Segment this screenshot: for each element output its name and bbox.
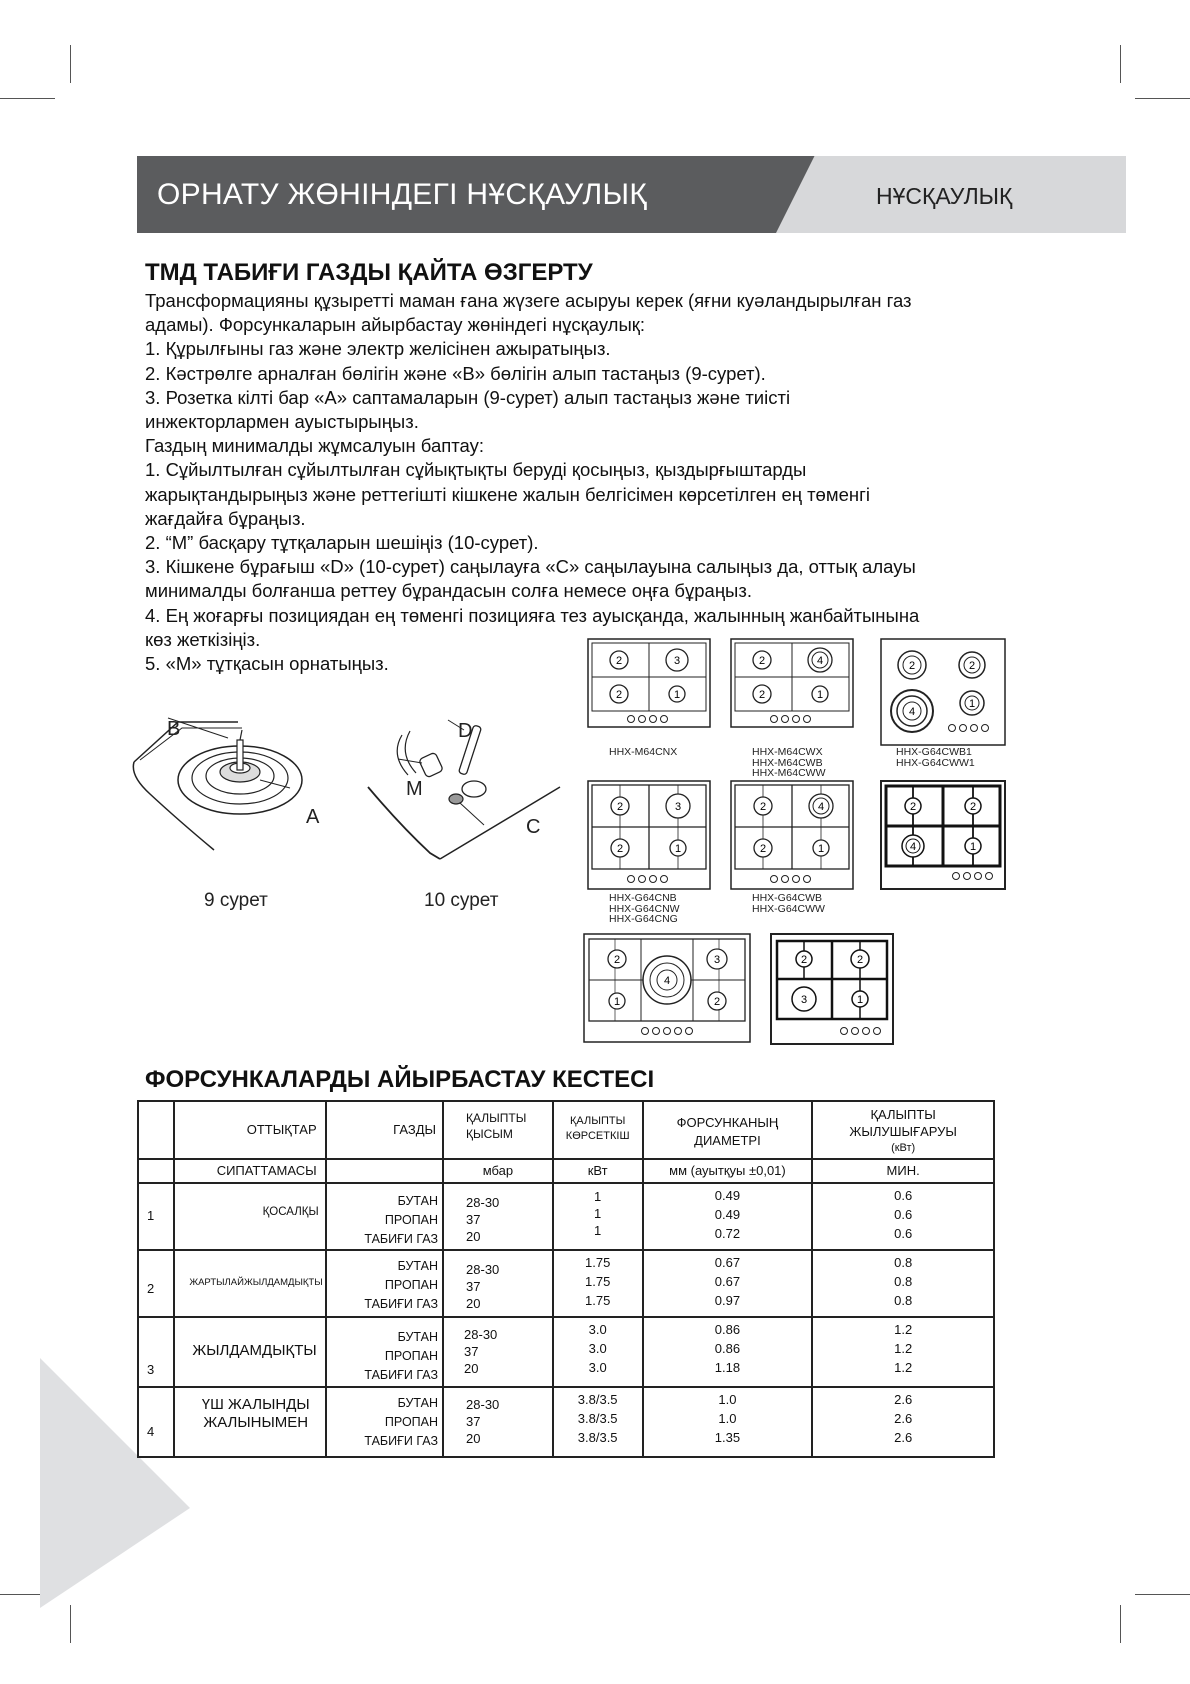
text-line: 4. Ең жоғарғы позициядан ең төменгі позицияға тез ауысқанда, жалынның жанбайтынына	[145, 604, 920, 626]
figure-10-caption: 10 сурет	[424, 890, 499, 911]
burner-number: 1	[816, 689, 824, 701]
figure-9-label-b: B	[167, 718, 181, 740]
indicator-value: 3.0	[588, 1360, 607, 1375]
crop-mark	[1135, 98, 1190, 99]
indicator-value: 1.75	[585, 1255, 611, 1270]
row-heats	[812, 1250, 994, 1317]
table-subheader-row	[138, 1159, 994, 1183]
row-indicators	[553, 1250, 643, 1317]
model-name: HHX-G64CNW	[609, 902, 680, 915]
heat-value: 2.6	[894, 1392, 913, 1407]
pressure-value: 37	[466, 1212, 481, 1227]
burner-number: 1	[856, 994, 864, 1006]
row-pressures	[443, 1317, 553, 1387]
text-line: жарықтандырыңыз және реттегішті кішкене жалын белгісімен көрсетілген ең төменгі	[145, 483, 870, 505]
burner-number: 1	[969, 841, 977, 853]
figure-9-caption: 9 сурет	[204, 890, 268, 911]
indicator-value: 1	[594, 1223, 602, 1238]
row-number: 3	[138, 1317, 174, 1387]
table-row	[138, 1183, 994, 1250]
figure-10-label-m: M	[406, 778, 423, 800]
pressure-value: 28-30	[466, 1195, 500, 1210]
diameter-value: 0.86	[714, 1322, 741, 1337]
gas-name: БУТАН	[397, 1194, 439, 1208]
header-heat-label: ҚАЛЫПТЫ ЖЫЛУШЫҒАРУЫ	[849, 1107, 957, 1139]
row-heats	[812, 1387, 994, 1457]
model-name: HHX-G64CWB	[752, 892, 823, 904]
row-pressures	[443, 1250, 553, 1317]
heat-value: 0.6	[894, 1188, 913, 1203]
burner-number: 3	[674, 801, 682, 813]
hob-diagram	[730, 780, 854, 890]
heat-value: 0.6	[894, 1207, 913, 1222]
table-cell	[326, 1159, 443, 1183]
crop-mark	[1135, 1594, 1190, 1595]
model-name: HHX-M64CWX	[752, 746, 823, 758]
diameter-value: 1.35	[714, 1430, 741, 1445]
row-heats	[812, 1183, 994, 1250]
table-cell	[138, 1159, 174, 1183]
row-diameters	[643, 1250, 813, 1317]
diameter-value: 0.67	[714, 1255, 741, 1270]
row-gases	[326, 1317, 443, 1387]
diameter-value: 1.0	[718, 1411, 737, 1426]
hob-diagram	[880, 638, 1006, 746]
row-gases	[326, 1387, 443, 1457]
hob-diagram	[730, 638, 854, 728]
heat-value: 1.2	[894, 1322, 913, 1337]
text-line: инжекторлармен ауыстырыңыз.	[145, 411, 419, 433]
burner-number: 2	[908, 660, 916, 672]
table-cell	[138, 1101, 174, 1159]
diameter-value: 1.18	[714, 1360, 741, 1375]
model-name: HHX-G64CNB	[609, 892, 677, 904]
pressure-value: 28-30	[466, 1397, 500, 1412]
header-gas: ГАЗДЫ	[326, 1101, 443, 1159]
model-name: HHX-G64CWW1	[896, 756, 975, 769]
table-heading: ФОРСУНКАЛАРДЫ АЙЫРБАСТАУ КЕСТЕСІ	[145, 1066, 655, 1093]
model-name: HHX-M64CWW	[752, 767, 826, 779]
text-line: көз жеткізіңіз.	[145, 628, 261, 650]
burner-number: 2	[613, 954, 621, 966]
burner-number: 3	[800, 994, 808, 1006]
diameter-value: 0.49	[714, 1188, 741, 1203]
pressure-value: 37	[464, 1344, 479, 1359]
figure-9-drawing	[130, 700, 340, 880]
pressure-value: 28-30	[466, 1262, 500, 1277]
tab-label: НҰСҚАУЛЫҚ	[876, 183, 1013, 209]
burner-number: 4	[816, 655, 824, 667]
crop-mark	[0, 98, 55, 99]
burner-number: 4	[663, 975, 671, 987]
pressure-value: 20	[466, 1431, 481, 1446]
indicator-value: 3.0	[588, 1341, 607, 1356]
table-header-row	[138, 1101, 994, 1159]
heat-value: 0.8	[894, 1255, 913, 1270]
section-heading: ТМД ТАБИҒИ ГАЗДЫ ҚАЙТА ӨЗГЕРТУ	[145, 259, 593, 286]
indicator-value: 1.75	[585, 1293, 611, 1308]
hob-model-list	[609, 747, 677, 758]
gas-name: БУТАН	[397, 1259, 439, 1273]
text-line: 5. «M» тұтқасын орнатыңыз.	[145, 653, 389, 675]
subheader-pressure-unit: мбар	[443, 1159, 553, 1183]
row-gases	[326, 1183, 443, 1250]
model-name: HHX-M64CWB	[752, 756, 823, 769]
row-burner-name: ЖАРТЫЛАЙЖЫЛДАМДЫҚТЫ	[174, 1250, 326, 1317]
pressure-value: 20	[466, 1229, 481, 1244]
indicator-value: 3.8/3.5	[577, 1392, 618, 1407]
row-indicators	[553, 1183, 643, 1250]
text-line: Газдың минималды жұмсалуын баптау:	[145, 435, 485, 457]
crop-mark	[70, 45, 71, 83]
pressure-value: 20	[466, 1296, 481, 1311]
row-gases	[326, 1250, 443, 1317]
text-line: 1. Құрылғыны газ және электр желісінен ажыратыңыз.	[145, 338, 611, 360]
text-line: Трансформацияны құзыретті маман ғана жүзеге асыруы керек (яғни куәландырылған газ	[145, 290, 912, 311]
burner-number: 2	[759, 843, 767, 855]
text-line: 3. Розетка кілті бар «A» саптамаларын (9-сурет) алып тастаңыз және тиісті	[145, 386, 791, 408]
row-indicators	[553, 1387, 643, 1457]
diameter-value: 0.67	[714, 1274, 741, 1289]
hob-model-list	[896, 747, 975, 768]
header-pressure: ҚАЛЫПТЫ ҚЫСЫМ	[443, 1101, 553, 1159]
text-line: 2. Кәстрөлге арналған бөлігін және «B» бөлігін алып тастаңыз (9-сурет).	[145, 362, 766, 384]
burner-number: 2	[615, 689, 623, 701]
burner-number: 1	[817, 843, 825, 855]
crop-mark	[70, 1605, 71, 1643]
row-heats	[812, 1317, 994, 1387]
hob-diagram	[587, 780, 711, 890]
header-indicator: ҚАЛЫПТЫ КӨРСЕТКІШ	[553, 1101, 643, 1159]
figure-10-label-c: C	[526, 816, 541, 838]
indicator-value: 1.75	[585, 1274, 611, 1289]
heat-value: 0.8	[894, 1274, 913, 1289]
subheader-diameter-unit: мм (ауытқуы ±0,01)	[643, 1159, 813, 1183]
hob-diagram	[770, 933, 894, 1045]
row-diameters	[643, 1183, 813, 1250]
text-line: минималды болғанша реттеу бұрандасын солға немесе оңға бұраңыз.	[145, 580, 752, 602]
subheader-description: СИПАТТАМАСЫ	[174, 1159, 326, 1183]
row-number: 4	[138, 1387, 174, 1457]
table-row	[138, 1317, 994, 1387]
burner-number: 1	[673, 689, 681, 701]
instructions-text	[145, 289, 1005, 676]
heat-value: 2.6	[894, 1430, 913, 1445]
burner-number: 2	[615, 655, 623, 667]
model-name: HHX-G64CNG	[609, 913, 678, 925]
row-burner-name: ҮШ ЖАЛЫНДЫ ЖАЛЫНЫМЕН	[174, 1387, 326, 1457]
hob-model-list	[752, 893, 825, 914]
text-line: 3. Кішкене бұрағыш «D» (10-сурет) саңылауға «C» саңылауына салыңыз да, оттық алауы	[145, 556, 916, 578]
indicator-value: 1	[594, 1206, 602, 1221]
row-burner-name: ЖЫЛДАМДЫҚТЫ	[174, 1317, 326, 1387]
indicator-value: 3.8/3.5	[577, 1411, 618, 1426]
burner-number: 2	[759, 801, 767, 813]
gas-name: ПРОПАН	[384, 1415, 439, 1429]
burner-number: 2	[758, 689, 766, 701]
table-row	[138, 1250, 994, 1317]
text-line: адамы). Форсункаларын айырбастау жөніндегі нұсқаулық:	[145, 314, 646, 336]
burner-number: 4	[909, 841, 917, 853]
header-diameter: ФОРСУНКАНЫҢ ДИАМЕТРІ	[643, 1101, 813, 1159]
pressure-value: 20	[464, 1361, 479, 1376]
indicator-value: 1	[594, 1189, 602, 1204]
heat-value: 0.6	[894, 1226, 913, 1241]
pressure-value: 37	[466, 1279, 481, 1294]
banner-title: ОРНАТУ ЖӨНІНДЕГІ НҰСҚАУЛЫҚ	[157, 178, 648, 211]
gas-name: ПРОПАН	[384, 1278, 439, 1292]
text-line: 1. Сұйылтылған сұйылтылған сұйықтықты беруді қосыңыз, қыздырғыштарды	[145, 459, 807, 481]
hob-diagram	[583, 933, 751, 1043]
model-name: HHX-M64CNX	[609, 746, 678, 758]
burner-number: 3	[673, 655, 681, 667]
figure-9-label-a: A	[306, 806, 320, 828]
row-diameters	[643, 1387, 813, 1457]
row-burner-name: ҚОСАЛҚЫ	[174, 1183, 326, 1250]
hob-diagram	[880, 780, 1006, 890]
header-burners: ОТТЫҚТАР	[174, 1101, 326, 1159]
row-number: 2	[138, 1250, 174, 1317]
burner-number: 4	[908, 706, 916, 718]
row-diameters	[643, 1317, 813, 1387]
burner-number: 2	[758, 655, 766, 667]
indicator-value: 3.0	[588, 1322, 607, 1337]
hob-model-list	[609, 893, 680, 925]
burner-number: 1	[674, 843, 682, 855]
text-line: 2. “M” басқару тұтқаларын шешіңіз (10-сурет).	[145, 532, 539, 554]
diameter-value: 0.49	[714, 1207, 741, 1222]
row-pressures	[443, 1387, 553, 1457]
figure-10-label-d: D	[458, 720, 473, 742]
header-heat	[812, 1101, 994, 1159]
heat-value: 2.6	[894, 1411, 913, 1426]
heat-value: 1.2	[894, 1360, 913, 1375]
subheader-heat-min: МИН.	[812, 1159, 994, 1183]
burner-number: 2	[909, 801, 917, 813]
burner-number: 2	[856, 954, 864, 966]
diameter-value: 1.0	[718, 1392, 737, 1407]
burner-number: 2	[713, 996, 721, 1008]
burner-number: 2	[616, 801, 624, 813]
burner-number: 1	[613, 996, 621, 1008]
burner-number: 2	[969, 801, 977, 813]
heat-value: 1.2	[894, 1341, 913, 1356]
crop-mark	[1120, 45, 1121, 83]
hob-model-list	[752, 747, 826, 779]
row-indicators	[553, 1317, 643, 1387]
pressure-value: 28-30	[464, 1327, 498, 1342]
row-pressures	[443, 1183, 553, 1250]
gas-name: ПРОПАН	[384, 1349, 439, 1363]
burner-number: 1	[968, 698, 976, 710]
pressure-value: 37	[466, 1414, 481, 1429]
gas-name: БУТАН	[397, 1330, 439, 1344]
header-heat-unit: (кВт)	[891, 1142, 916, 1154]
gas-name: ТАБИҒИ ГАЗ	[364, 1232, 439, 1246]
burner-number: 4	[817, 801, 825, 813]
gas-name: ТАБИҒИ ГАЗ	[364, 1434, 439, 1448]
text-line: жағдайға бұраңыз.	[145, 507, 306, 529]
gas-name: БУТАН	[397, 1396, 439, 1410]
model-name: HHX-G64CWB1	[896, 746, 972, 758]
model-name: HHX-G64CWW	[752, 902, 825, 915]
row-number: 1	[138, 1183, 174, 1250]
burner-number: 2	[800, 954, 808, 966]
injector-table	[137, 1100, 995, 1458]
diameter-value: 0.97	[714, 1293, 741, 1308]
subheader-indicator-unit: кВт	[553, 1159, 643, 1183]
hob-diagram	[587, 638, 711, 728]
heat-value: 0.8	[894, 1293, 913, 1308]
gas-name: ТАБИҒИ ГАЗ	[364, 1297, 439, 1311]
gas-name: ТАБИҒИ ГАЗ	[364, 1368, 439, 1382]
crop-mark	[1120, 1605, 1121, 1643]
diameter-value: 0.72	[714, 1226, 741, 1241]
burner-number: 3	[713, 954, 721, 966]
diameter-value: 0.86	[714, 1341, 741, 1356]
burner-number: 2	[616, 843, 624, 855]
indicator-value: 3.8/3.5	[577, 1430, 618, 1445]
gas-name: ПРОПАН	[384, 1213, 439, 1227]
table-row	[138, 1387, 994, 1457]
burner-number: 2	[968, 660, 976, 672]
